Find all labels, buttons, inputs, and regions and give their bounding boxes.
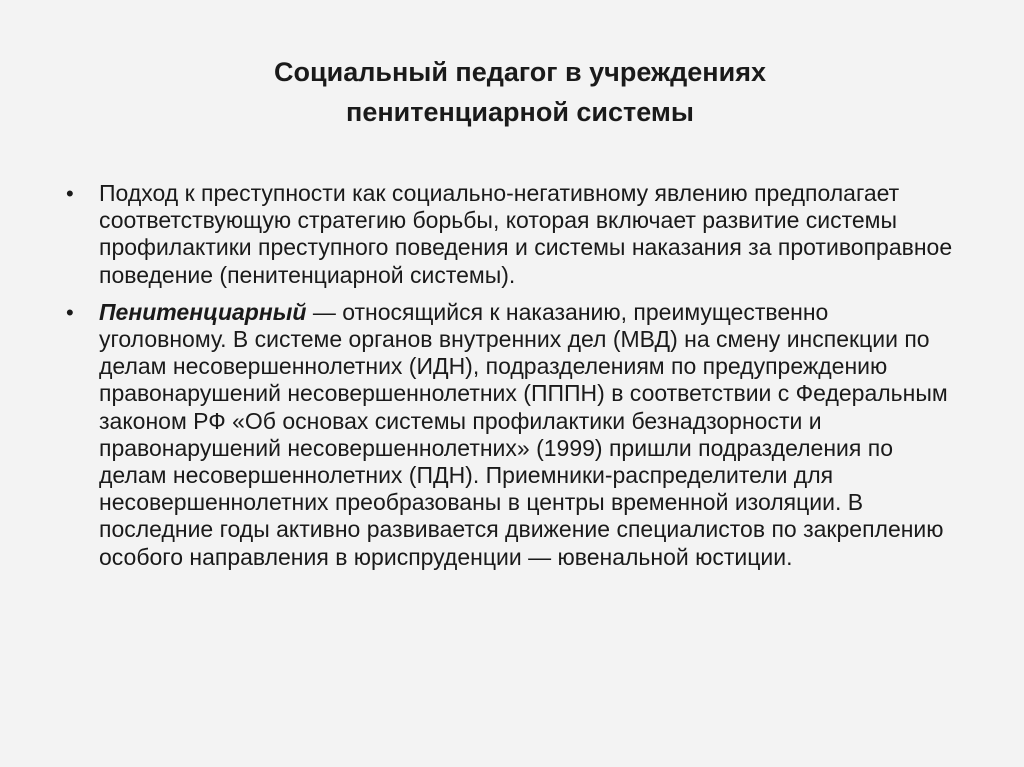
bullet-list [66,180,956,581]
title-line-2: пенитенциарной системы [346,97,694,127]
bullet-text-1: Подход к преступности как социально-негативному явлению предполагает соответствующую стратегию борьбы, которая включает развитие системы профилактики преступного поведения и системы наказания за противоправное поведение (пенитенциарной системы). [99,180,953,288]
bullet-item-2 [66,299,956,571]
title-line-1: Социальный педагог в учреждениях [274,57,766,87]
bullet-icon: • [66,299,74,325]
bullet-icon: • [66,181,74,206]
definition-text: — относящийся к наказанию, преимущественно уголовному. В системе органов внутренних дел (МВД) на смену инспекции по делам несовершеннолетних (ИДН), подразделениям по предупреждению правонарушений несовершеннолетних (ПППН) в соответствии с Федеральным законом РФ «Об основах системы профилактики безнадзорности и правонарушений несовершеннолетних» (1999) пришли подразделения по делам несовершеннолетних (ПДН). Приемники-распределители для несовершеннолетних преобразованы в центры временной изоляции. В последние годы активно развивается движение специалистов по закреплению особого направления в юриспруденции — ювенальной юстиции. [99,298,948,570]
bullet-item-1 [66,180,956,289]
bullet-text-2 [99,299,948,570]
term-penitentiary: Пенитенциарный [99,298,307,325]
slide-title [150,52,890,132]
